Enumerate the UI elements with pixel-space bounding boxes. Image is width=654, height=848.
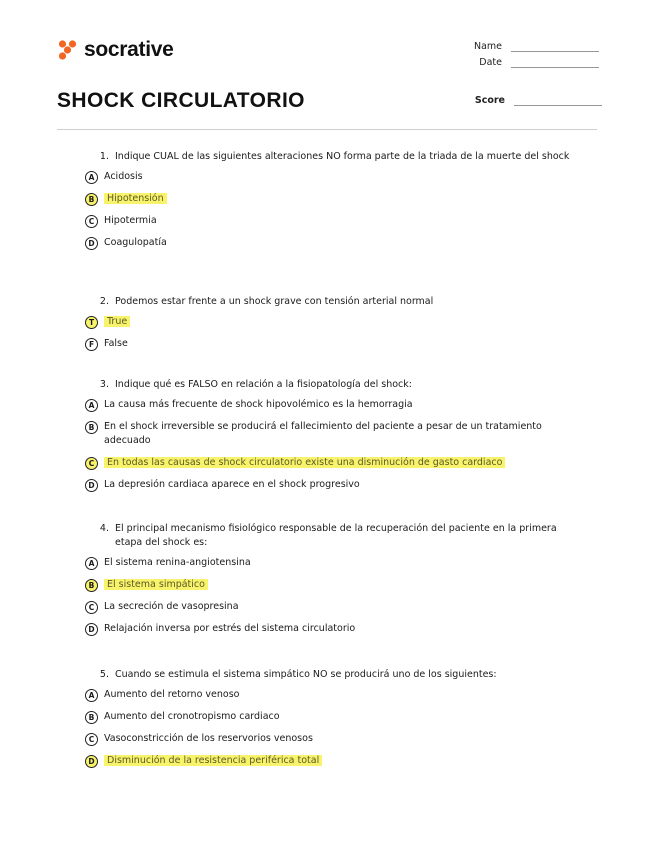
answer-option: [85, 337, 585, 351]
option-text: Aumento del retorno venoso: [104, 689, 240, 700]
option-text: Vasoconstricción de los reservorios venosos: [104, 733, 313, 744]
question-5: [85, 668, 585, 776]
socrative-logo-icon: [57, 39, 79, 61]
option-text: False: [104, 338, 128, 349]
brand-name: socrative: [84, 38, 174, 61]
question-text-row: [85, 378, 585, 392]
option-text-container: [104, 420, 585, 448]
answer-option: [85, 710, 585, 724]
option-text-highlighted: Disminución de la resistencia periférica total: [104, 755, 322, 766]
date-field: [479, 57, 599, 68]
option-text-highlighted: Hipotensión: [104, 193, 167, 204]
option-text-container: [104, 170, 585, 184]
question-text-row: [85, 295, 585, 309]
option-letter-badge: F: [85, 338, 98, 351]
question-2: [85, 295, 585, 359]
date-line: [511, 57, 599, 68]
option-text-container: [104, 456, 585, 470]
date-label: Date: [479, 57, 502, 68]
option-text-container: [104, 622, 585, 636]
option-text: La depresión cardiaca aparece en el shock progresivo: [104, 479, 360, 490]
option-text-container: [104, 192, 585, 206]
option-letter-badge: A: [85, 689, 98, 702]
option-text: La causa más frecuente de shock hipovolémico es la hemorragia: [104, 399, 413, 410]
option-text-container: [104, 236, 585, 250]
name-field: [473, 41, 599, 52]
option-text-container: [104, 688, 585, 702]
option-letter-badge: D: [85, 623, 98, 636]
answer-option: [85, 732, 585, 746]
question-text-row: [85, 150, 585, 164]
name-label: Name: [473, 41, 502, 52]
answer-option: [85, 600, 585, 614]
answer-option: [85, 236, 585, 250]
question-statement: Indique CUAL de las siguientes alteraciones NO forma parte de la triada de la muerte del shock: [115, 151, 570, 162]
option-text: Aumento del cronotropismo cardiaco: [104, 711, 280, 722]
question-statement: El principal mecanismo fisiológico responsable de la recuperación del paciente en la primera etapa del shock es:: [115, 523, 557, 548]
option-text-container: [104, 337, 585, 351]
answer-option: [85, 398, 585, 412]
question-number: 1.: [99, 151, 109, 162]
option-letter-badge: T: [85, 316, 98, 329]
option-letter-badge: B: [85, 421, 98, 434]
option-text-container: [104, 710, 585, 724]
question-3: [85, 378, 585, 500]
option-letter-badge: C: [85, 457, 98, 470]
option-letter-badge: A: [85, 557, 98, 570]
option-text-container: [104, 600, 585, 614]
answer-option: [85, 754, 585, 768]
option-letter-badge: D: [85, 479, 98, 492]
answer-option: [85, 688, 585, 702]
option-letter-badge: D: [85, 237, 98, 250]
option-text-container: [104, 732, 585, 746]
answer-option: [85, 622, 585, 636]
answer-option: [85, 456, 585, 470]
score-label: Score: [474, 95, 505, 106]
option-letter-badge: B: [85, 579, 98, 592]
score-line: [514, 95, 602, 106]
option-letter-badge: C: [85, 733, 98, 746]
option-text: Hipotermia: [104, 215, 157, 226]
option-letter-badge: A: [85, 171, 98, 184]
option-letter-badge: B: [85, 711, 98, 724]
answer-option: [85, 315, 585, 329]
option-letter-badge: C: [85, 601, 98, 614]
option-text-container: [104, 478, 585, 492]
option-text-container: [104, 754, 585, 768]
question-text-row: [85, 668, 585, 682]
option-text-container: [104, 214, 585, 228]
option-text-container: [104, 578, 585, 592]
option-text-container: [104, 398, 585, 412]
option-text: Relajación inversa por estrés del sistema circulatorio: [104, 623, 356, 634]
question-4: [85, 522, 585, 644]
option-text: En el shock irreversible se producirá el fallecimiento del paciente a pesar de un tratamiento adecuado: [104, 421, 542, 446]
option-text-highlighted: True: [104, 316, 130, 327]
header-divider: [57, 129, 597, 130]
option-text: Acidosis: [104, 171, 143, 182]
question-1: [85, 150, 585, 258]
answer-option: [85, 420, 585, 448]
option-text: El sistema renina-angiotensina: [104, 557, 251, 568]
question-number: 4.: [99, 523, 109, 534]
question-statement: Podemos estar frente a un shock grave con tensión arterial normal: [115, 296, 434, 307]
option-letter-badge: D: [85, 755, 98, 768]
question-text-row: [85, 522, 585, 550]
answer-option: [85, 192, 585, 206]
question-statement: Indique qué es FALSO en relación a la fisiopatología del shock:: [115, 379, 412, 390]
option-text: Coagulopatía: [104, 237, 167, 248]
option-letter-badge: A: [85, 399, 98, 412]
name-line: [511, 41, 599, 52]
option-text-highlighted: El sistema simpático: [104, 579, 208, 590]
answer-option: [85, 170, 585, 184]
answer-option: [85, 556, 585, 570]
quiz-title: SHOCK CIRCULATORIO: [57, 89, 305, 112]
answer-option: [85, 578, 585, 592]
question-number: 5.: [99, 669, 109, 680]
answer-option: [85, 478, 585, 492]
option-text-highlighted: En todas las causas de shock circulatorio existe una disminución de gasto cardiaco: [104, 457, 505, 468]
option-letter-badge: C: [85, 215, 98, 228]
score-field: [474, 95, 602, 106]
option-letter-badge: B: [85, 193, 98, 206]
question-number: 3.: [99, 379, 109, 390]
option-text-container: [104, 315, 585, 329]
socrative-logo: [57, 38, 174, 62]
option-text: La secreción de vasopresina: [104, 601, 239, 612]
question-statement: Cuando se estimula el sistema simpático NO se producirá uno de los siguientes:: [115, 669, 497, 680]
answer-option: [85, 214, 585, 228]
option-text-container: [104, 556, 585, 570]
question-number: 2.: [99, 296, 109, 307]
